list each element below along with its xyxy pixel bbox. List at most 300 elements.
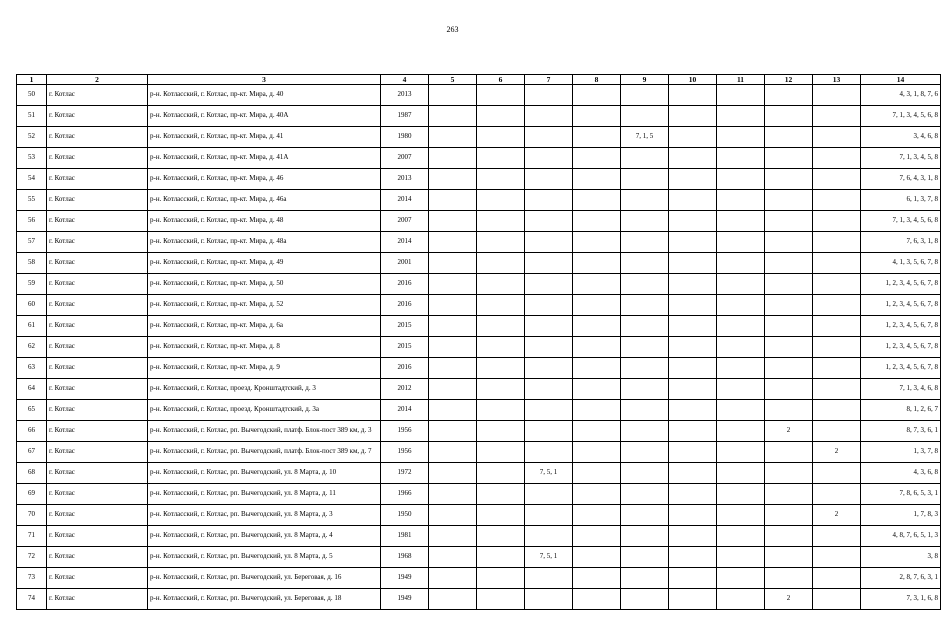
year-cell: 2007 (381, 148, 429, 169)
locality-cell: г. Котлас (47, 211, 148, 232)
locality-cell: г. Котлас (47, 232, 148, 253)
col10-cell (669, 190, 717, 211)
col6-cell (477, 547, 525, 568)
col11-cell (717, 379, 765, 400)
table-row (17, 211, 941, 232)
col11-cell (717, 295, 765, 316)
col8-cell (573, 127, 621, 148)
col14-cell: 7, 1, 3, 4, 5, 6, 8 (861, 106, 941, 127)
col6-cell (477, 190, 525, 211)
col12-cell (765, 505, 813, 526)
col8-cell (573, 421, 621, 442)
col5-cell (429, 400, 477, 421)
locality-cell: г. Котлас (47, 463, 148, 484)
column-header-12: 12 (765, 75, 813, 85)
row-number-cell: 64 (17, 379, 47, 400)
column-header-8: 8 (573, 75, 621, 85)
col5-cell (429, 316, 477, 337)
col10-cell (669, 358, 717, 379)
col11-cell (717, 85, 765, 106)
col5-cell (429, 505, 477, 526)
col13-cell (813, 379, 861, 400)
col6-cell (477, 589, 525, 610)
col5-cell (429, 295, 477, 316)
table-row (17, 127, 941, 148)
row-number-cell: 53 (17, 148, 47, 169)
col13-cell (813, 526, 861, 547)
col8-cell (573, 547, 621, 568)
col11-cell (717, 106, 765, 127)
row-number-cell: 50 (17, 85, 47, 106)
row-number-cell: 71 (17, 526, 47, 547)
col7-cell: 7, 5, 1 (525, 547, 573, 568)
row-number-cell: 66 (17, 421, 47, 442)
row-number-cell: 55 (17, 190, 47, 211)
col5-cell (429, 421, 477, 442)
locality-cell: г. Котлас (47, 505, 148, 526)
col10-cell (669, 421, 717, 442)
col8-cell (573, 463, 621, 484)
table-row (17, 484, 941, 505)
col10-cell (669, 484, 717, 505)
col14-cell: 7, 6, 3, 1, 8 (861, 232, 941, 253)
col8-cell (573, 106, 621, 127)
col14-cell: 4, 3, 6, 8 (861, 463, 941, 484)
col11-cell (717, 190, 765, 211)
year-cell: 1981 (381, 526, 429, 547)
col11-cell (717, 547, 765, 568)
row-number-cell: 68 (17, 463, 47, 484)
col8-cell (573, 484, 621, 505)
col12-cell (765, 106, 813, 127)
col12-cell (765, 463, 813, 484)
col10-cell (669, 400, 717, 421)
year-cell: 2001 (381, 253, 429, 274)
col11-cell (717, 589, 765, 610)
col12-cell (765, 148, 813, 169)
col5-cell (429, 526, 477, 547)
address-cell: р-н. Котласский, г. Котлас, пр-кт. Мира, д. 50 (148, 274, 381, 295)
col9-cell (621, 463, 669, 484)
col5-cell (429, 337, 477, 358)
row-number-cell: 52 (17, 127, 47, 148)
col7-cell (525, 526, 573, 547)
col12-cell: 2 (765, 421, 813, 442)
locality-cell: г. Котлас (47, 358, 148, 379)
col12-cell (765, 379, 813, 400)
year-cell: 1972 (381, 463, 429, 484)
col10-cell (669, 316, 717, 337)
col11-cell (717, 526, 765, 547)
col11-cell (717, 505, 765, 526)
col12-cell (765, 274, 813, 295)
address-cell: р-н. Котласский, г. Котлас, пр-кт. Мира, д. 48а (148, 232, 381, 253)
col14-cell: 7, 1, 3, 4, 5, 6, 8 (861, 211, 941, 232)
row-number-cell: 74 (17, 589, 47, 610)
col8-cell (573, 337, 621, 358)
col13-cell (813, 169, 861, 190)
col7-cell (525, 253, 573, 274)
col14-cell: 3, 8 (861, 547, 941, 568)
col11-cell (717, 253, 765, 274)
col12-cell (765, 127, 813, 148)
col10-cell (669, 253, 717, 274)
col6-cell (477, 463, 525, 484)
col10-cell (669, 274, 717, 295)
col7-cell (525, 421, 573, 442)
col8-cell (573, 379, 621, 400)
col7-cell (525, 484, 573, 505)
address-cell: р-н. Котласский, г. Котлас, пр-кт. Мира, д. 40 (148, 85, 381, 106)
col14-cell: 8, 1, 2, 6, 7 (861, 400, 941, 421)
locality-cell: г. Котлас (47, 148, 148, 169)
column-header-3: 3 (148, 75, 381, 85)
table-row (17, 547, 941, 568)
col12-cell (765, 568, 813, 589)
col5-cell (429, 274, 477, 295)
col12-cell (765, 85, 813, 106)
address-cell: р-н. Котласский, г. Котлас, пр-кт. Мира, д. 46а (148, 190, 381, 211)
row-number-cell: 60 (17, 295, 47, 316)
col7-cell (525, 148, 573, 169)
column-header-10: 10 (669, 75, 717, 85)
row-number-cell: 69 (17, 484, 47, 505)
col8-cell (573, 85, 621, 106)
col12-cell (765, 400, 813, 421)
col14-cell: 1, 2, 3, 4, 5, 6, 7, 8 (861, 295, 941, 316)
year-cell: 2016 (381, 295, 429, 316)
address-cell: р-н. Котласский, г. Котлас, рп. Вычегодский, ул. 8 Марта, д. 11 (148, 484, 381, 505)
col6-cell (477, 106, 525, 127)
col5-cell (429, 253, 477, 274)
col6-cell (477, 211, 525, 232)
row-number-cell: 62 (17, 337, 47, 358)
col9-cell (621, 337, 669, 358)
col9-cell (621, 295, 669, 316)
col13-cell (813, 106, 861, 127)
col7-cell: 7, 5, 1 (525, 463, 573, 484)
col14-cell: 1, 2, 3, 4, 5, 6, 7, 8 (861, 337, 941, 358)
col5-cell (429, 127, 477, 148)
col6-cell (477, 568, 525, 589)
col14-cell: 1, 7, 8, 3 (861, 505, 941, 526)
col10-cell (669, 379, 717, 400)
address-cell: р-н. Котласский, г. Котлас, пр-кт. Мира, д. 46 (148, 169, 381, 190)
table-row (17, 190, 941, 211)
col11-cell (717, 358, 765, 379)
col14-cell: 7, 3, 1, 6, 8 (861, 589, 941, 610)
col9-cell (621, 568, 669, 589)
col13-cell (813, 589, 861, 610)
page-number: 263 (446, 25, 459, 34)
locality-cell: г. Котлас (47, 106, 148, 127)
table-row (17, 337, 941, 358)
year-cell: 2016 (381, 274, 429, 295)
col10-cell (669, 106, 717, 127)
column-header-9: 9 (621, 75, 669, 85)
address-cell: р-н. Котласский, г. Котлас, рп. Вычегодский, ул. 8 Марта, д. 4 (148, 526, 381, 547)
year-cell: 1950 (381, 505, 429, 526)
col11-cell (717, 274, 765, 295)
col12-cell (765, 295, 813, 316)
col6-cell (477, 295, 525, 316)
year-cell: 2014 (381, 400, 429, 421)
col12-cell (765, 253, 813, 274)
col10-cell (669, 463, 717, 484)
locality-cell: г. Котлас (47, 526, 148, 547)
row-number-cell: 58 (17, 253, 47, 274)
column-header-5: 5 (429, 75, 477, 85)
col7-cell (525, 358, 573, 379)
table-row (17, 505, 941, 526)
col8-cell (573, 358, 621, 379)
locality-cell: г. Котлас (47, 253, 148, 274)
row-number-cell: 54 (17, 169, 47, 190)
address-cell: р-н. Котласский, г. Котлас, пр-кт. Мира, д. 9 (148, 358, 381, 379)
col13-cell (813, 253, 861, 274)
col13-cell (813, 484, 861, 505)
address-cell: р-н. Котласский, г. Котлас, рп. Вычегодский, ул. 8 Марта, д. 5 (148, 547, 381, 568)
col13-cell (813, 421, 861, 442)
col10-cell (669, 211, 717, 232)
col7-cell (525, 295, 573, 316)
col9-cell (621, 589, 669, 610)
col11-cell (717, 127, 765, 148)
locality-cell: г. Котлас (47, 547, 148, 568)
col5-cell (429, 85, 477, 106)
table-row (17, 568, 941, 589)
col7-cell (525, 211, 573, 232)
col8-cell (573, 442, 621, 463)
col5-cell (429, 148, 477, 169)
col8-cell (573, 274, 621, 295)
col9-cell (621, 169, 669, 190)
col14-cell: 7, 1, 3, 4, 5, 8 (861, 148, 941, 169)
col7-cell (525, 190, 573, 211)
row-number-cell: 57 (17, 232, 47, 253)
table-header (17, 75, 941, 85)
col6-cell (477, 442, 525, 463)
col6-cell (477, 148, 525, 169)
col10-cell (669, 127, 717, 148)
col11-cell (717, 211, 765, 232)
col6-cell (477, 400, 525, 421)
address-cell: р-н. Котласский, г. Котлас, пр-кт. Мира, д. 48 (148, 211, 381, 232)
locality-cell: г. Котлас (47, 295, 148, 316)
col14-cell: 4, 8, 7, 6, 5, 1, 3 (861, 526, 941, 547)
col8-cell (573, 400, 621, 421)
col10-cell (669, 547, 717, 568)
col8-cell (573, 211, 621, 232)
col7-cell (525, 379, 573, 400)
table-row (17, 358, 941, 379)
col7-cell (525, 274, 573, 295)
column-header-7: 7 (525, 75, 573, 85)
col11-cell (717, 400, 765, 421)
col6-cell (477, 253, 525, 274)
col9-cell (621, 421, 669, 442)
col13-cell (813, 232, 861, 253)
col9-cell: 7, 1, 5 (621, 127, 669, 148)
locality-cell: г. Котлас (47, 316, 148, 337)
col8-cell (573, 232, 621, 253)
col8-cell (573, 526, 621, 547)
col8-cell (573, 148, 621, 169)
col9-cell (621, 274, 669, 295)
col13-cell (813, 568, 861, 589)
col12-cell (765, 547, 813, 568)
col10-cell (669, 442, 717, 463)
col12-cell (765, 211, 813, 232)
col13-cell (813, 274, 861, 295)
table-row (17, 589, 941, 610)
col6-cell (477, 421, 525, 442)
year-cell: 1956 (381, 442, 429, 463)
row-number-cell: 63 (17, 358, 47, 379)
col5-cell (429, 589, 477, 610)
col6-cell (477, 505, 525, 526)
row-number-cell: 70 (17, 505, 47, 526)
col14-cell: 4, 3, 1, 8, 7, 6 (861, 85, 941, 106)
col9-cell (621, 358, 669, 379)
col8-cell (573, 169, 621, 190)
col11-cell (717, 148, 765, 169)
table-row (17, 295, 941, 316)
address-cell: р-н. Котласский, г. Котлас, пр-кт. Мира, д. 52 (148, 295, 381, 316)
col10-cell (669, 232, 717, 253)
year-cell: 2015 (381, 337, 429, 358)
col14-cell: 8, 7, 3, 6, 1 (861, 421, 941, 442)
col13-cell (813, 211, 861, 232)
locality-cell: г. Котлас (47, 274, 148, 295)
col11-cell (717, 421, 765, 442)
col6-cell (477, 274, 525, 295)
col5-cell (429, 568, 477, 589)
locality-cell: г. Котлас (47, 484, 148, 505)
col13-cell (813, 547, 861, 568)
col10-cell (669, 526, 717, 547)
col7-cell (525, 442, 573, 463)
col12-cell: 2 (765, 589, 813, 610)
col7-cell (525, 85, 573, 106)
col11-cell (717, 232, 765, 253)
col11-cell (717, 484, 765, 505)
col8-cell (573, 589, 621, 610)
col6-cell (477, 526, 525, 547)
col11-cell (717, 169, 765, 190)
col13-cell (813, 127, 861, 148)
table-row (17, 253, 941, 274)
col10-cell (669, 169, 717, 190)
col7-cell (525, 568, 573, 589)
col5-cell (429, 442, 477, 463)
col5-cell (429, 169, 477, 190)
col5-cell (429, 379, 477, 400)
col7-cell (525, 169, 573, 190)
year-cell: 2016 (381, 358, 429, 379)
col14-cell: 7, 8, 6, 5, 3, 1 (861, 484, 941, 505)
col7-cell (525, 316, 573, 337)
row-number-cell: 59 (17, 274, 47, 295)
col8-cell (573, 253, 621, 274)
address-cell: р-н. Котласский, г. Котлас, пр-кт. Мира, д. 6а (148, 316, 381, 337)
col10-cell (669, 148, 717, 169)
col10-cell (669, 85, 717, 106)
address-cell: р-н. Котласский, г. Котлас, рп. Вычегодский, ул. Береговая, д. 16 (148, 568, 381, 589)
col12-cell (765, 337, 813, 358)
col10-cell (669, 505, 717, 526)
col14-cell: 7, 6, 4, 3, 1, 8 (861, 169, 941, 190)
col8-cell (573, 316, 621, 337)
year-cell: 1968 (381, 547, 429, 568)
locality-cell: г. Котлас (47, 169, 148, 190)
col11-cell (717, 463, 765, 484)
col10-cell (669, 568, 717, 589)
address-cell: р-н. Котласский, г. Котлас, рп. Вычегодский, платф. Блок-пост 389 км, д. 7 (148, 442, 381, 463)
header-row (17, 75, 941, 85)
col11-cell (717, 568, 765, 589)
col9-cell (621, 253, 669, 274)
year-cell: 2012 (381, 379, 429, 400)
address-cell: р-н. Котласский, г. Котлас, пр-кт. Мира, д. 8 (148, 337, 381, 358)
year-cell: 2014 (381, 232, 429, 253)
year-cell: 1949 (381, 589, 429, 610)
table-row (17, 400, 941, 421)
col13-cell (813, 463, 861, 484)
address-cell: р-н. Котласский, г. Котлас, рп. Вычегодский, ул. 8 Марта, д. 3 (148, 505, 381, 526)
col13-cell (813, 358, 861, 379)
col9-cell (621, 316, 669, 337)
col9-cell (621, 442, 669, 463)
col12-cell (765, 232, 813, 253)
col11-cell (717, 337, 765, 358)
register-table (16, 74, 941, 610)
row-number-cell: 72 (17, 547, 47, 568)
col13-cell (813, 190, 861, 211)
table-row (17, 526, 941, 547)
col6-cell (477, 232, 525, 253)
col9-cell (621, 106, 669, 127)
col6-cell (477, 337, 525, 358)
col14-cell: 2, 8, 7, 6, 3, 1 (861, 568, 941, 589)
table-row (17, 169, 941, 190)
table-row (17, 316, 941, 337)
col7-cell (525, 589, 573, 610)
locality-cell: г. Котлас (47, 421, 148, 442)
row-number-cell: 56 (17, 211, 47, 232)
address-cell: р-н. Котласский, г. Котлас, пр-кт. Мира, д. 41А (148, 148, 381, 169)
table-row (17, 463, 941, 484)
locality-cell: г. Котлас (47, 127, 148, 148)
col13-cell (813, 148, 861, 169)
col14-cell: 6, 1, 3, 7, 8 (861, 190, 941, 211)
column-header-14: 14 (861, 75, 941, 85)
col5-cell (429, 358, 477, 379)
address-cell: р-н. Котласский, г. Котлас, рп. Вычегодский, ул. Береговая, д. 18 (148, 589, 381, 610)
column-header-2: 2 (47, 75, 148, 85)
col9-cell (621, 211, 669, 232)
locality-cell: г. Котлас (47, 337, 148, 358)
table-row (17, 421, 941, 442)
address-cell: р-н. Котласский, г. Котлас, рп. Вычегодский, ул. 8 Марта, д. 10 (148, 463, 381, 484)
col13-cell (813, 316, 861, 337)
row-number-cell: 51 (17, 106, 47, 127)
col6-cell (477, 85, 525, 106)
col14-cell: 7, 1, 3, 4, 6, 8 (861, 379, 941, 400)
col9-cell (621, 85, 669, 106)
col12-cell (765, 358, 813, 379)
col13-cell (813, 337, 861, 358)
